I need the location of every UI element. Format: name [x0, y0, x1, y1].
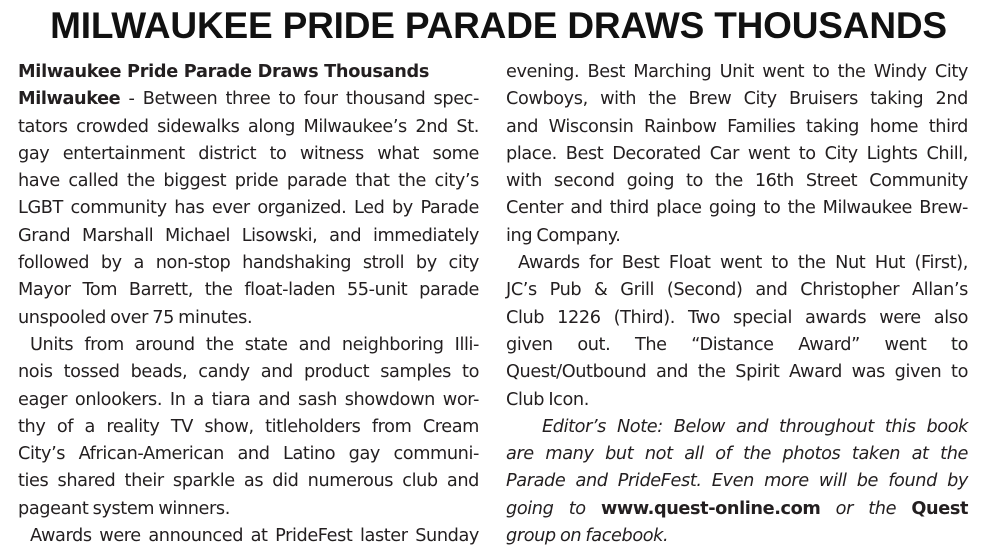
editors-note-line [506, 496, 968, 523]
website-link[interactable]: www.quest-online.com [600, 498, 821, 519]
editors-note [506, 414, 968, 550]
article-line: have called the biggest pride parade that the city’s [18, 171, 479, 192]
editors-note-line: are many but not all of the photos taken at the [506, 444, 968, 465]
quest-name: Quest [911, 498, 968, 519]
article-line: pageant system winners. [18, 498, 230, 519]
article-line: JC’s Pub & Grill (Second) and Christopher Allan’s [506, 280, 968, 301]
article-line: eager onlookers. In a tiara and sash showdown wor- [18, 389, 479, 410]
article-line: Quest/Outbound and the Spirit Award was given to [506, 362, 968, 383]
article-line: evening. Best Marching Unit went to the Windy City [506, 62, 968, 82]
editors-note-line: Editor’s Note: Below and throughout this book [542, 416, 968, 437]
article-line: Grand Marshall Michael Lisowski, and immediately [18, 225, 479, 246]
article-right-column [506, 59, 968, 550]
article-text: - Between three to four thousand spec- [120, 89, 479, 110]
article-line: followed by a non-stop handshaking stroll by city [18, 253, 479, 274]
article-line: Awards for Best Float went to the Nut Hut (First), [518, 253, 968, 274]
article-line [18, 86, 479, 113]
article-subhead: Milwaukee Pride Parade Draws Thousands [18, 62, 430, 82]
article-line: ing Company. [506, 225, 621, 246]
headline: MILWAUKEE PRIDE PARADE DRAWS THOUSANDS [50, 5, 947, 46]
article-line: and Wisconsin Rainbow Families taking home third [506, 116, 968, 137]
article-line: with second going to the 16th Street Community [506, 171, 968, 192]
editors-note-line: Parade and PrideFest. Even more will be found by [506, 471, 968, 492]
article-line: gay entertainment district to witness what some [18, 143, 479, 164]
dateline: Milwaukee [18, 89, 121, 110]
article-line: Cowboys, with the Brew City Bruisers taking 2nd [506, 89, 968, 110]
article-line: Units from around the state and neighboring Illi- [30, 334, 479, 355]
editors-note-line: group on facebook. [506, 526, 669, 547]
article-line: LGBT community has ever organized. Led by Parade [18, 198, 479, 219]
article-line: nois tossed beads, candy and product samples to [18, 362, 479, 383]
article-line: Awards were announced at PrideFest laster Sunday [30, 526, 479, 547]
article-line: ties shared their sparkle as did numerous club and [18, 471, 479, 492]
article-line: Mayor Tom Barrett, the float-laden 55-unit parade [18, 280, 479, 301]
article-line: thy of a reality TV show, titleholders from Cream [18, 416, 479, 437]
article-line: Club 1226 (Third). Two special awards were also [506, 307, 968, 328]
editors-note-text: or the [820, 498, 912, 519]
article-line: unspooled over 75 minutes. [18, 307, 253, 328]
article-line: Center and third place going to the Milwaukee Brew- [506, 198, 968, 219]
article-line: Club Icon. [506, 389, 589, 410]
article-line: given out. The “Distance Award” went to [506, 334, 968, 355]
article-line: tators crowded sidewalks along Milwaukee’s 2nd St. [18, 116, 479, 137]
article-line: City’s African-American and Latino gay communi- [18, 444, 479, 465]
editors-note-text: going to [506, 498, 601, 519]
article-line: place. Best Decorated Car went to City Lights Chill, [506, 143, 968, 164]
article-left-column [18, 59, 479, 550]
